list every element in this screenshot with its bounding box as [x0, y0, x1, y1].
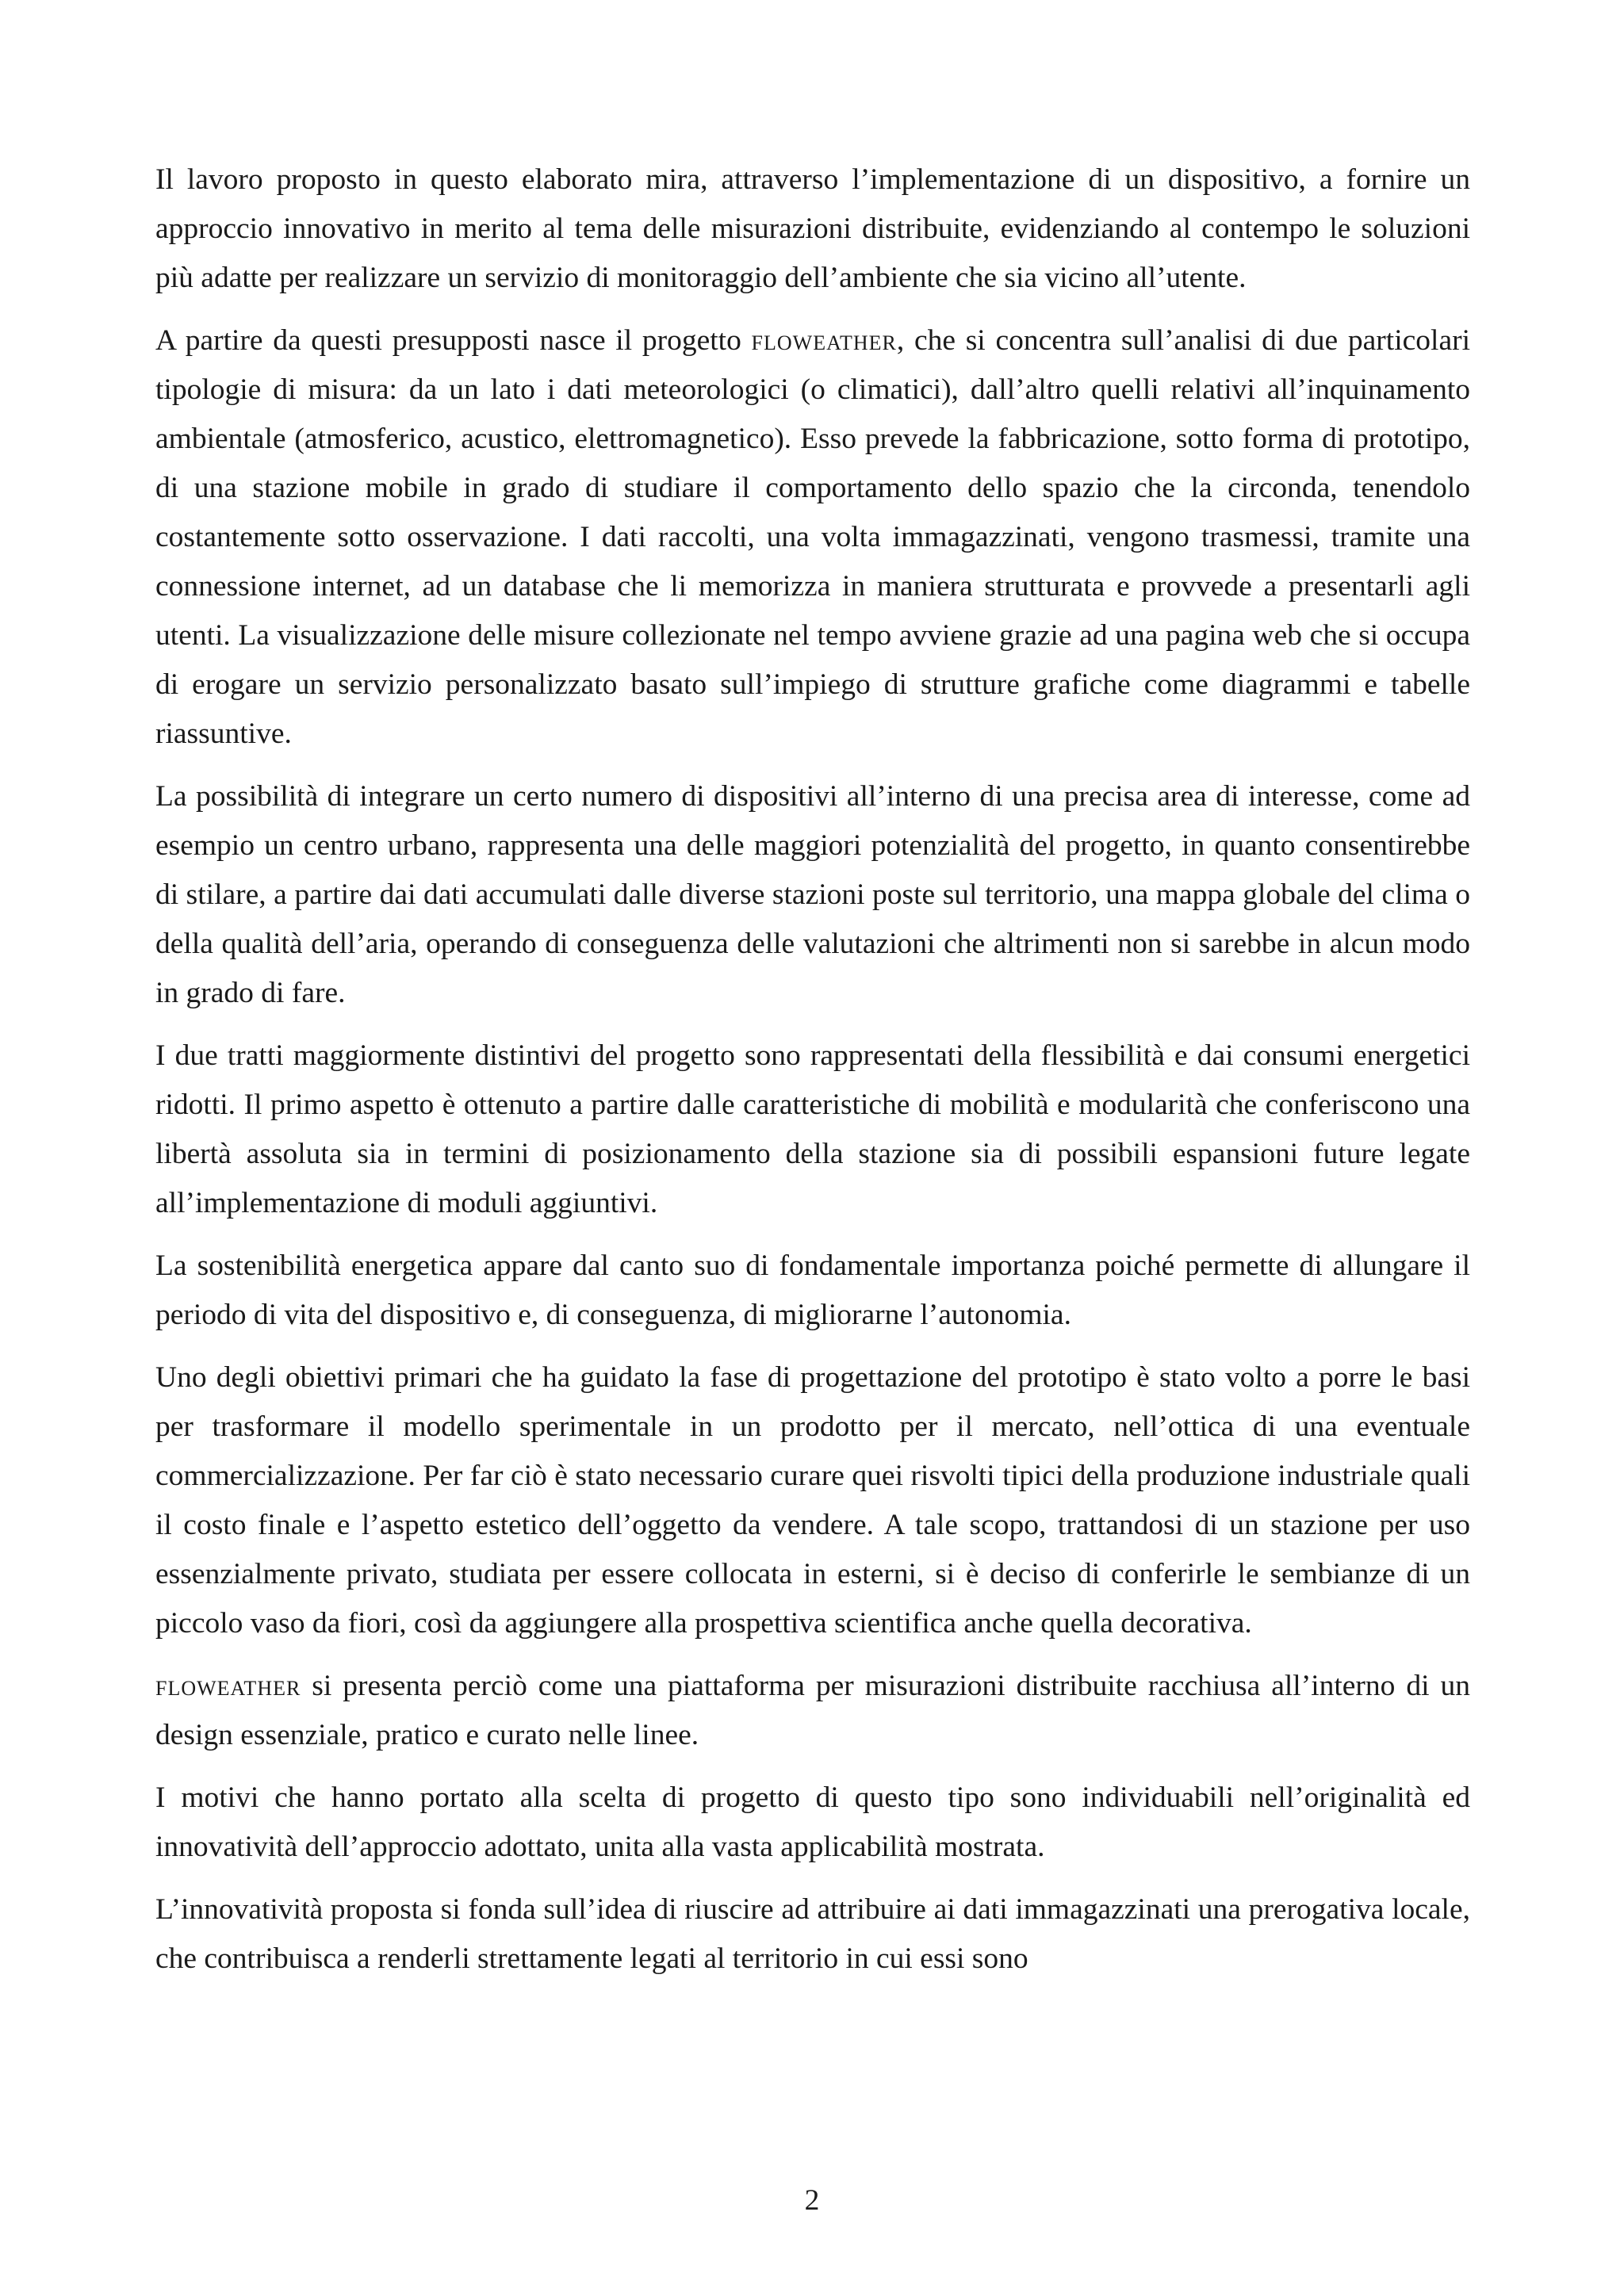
page-number: 2 — [804, 2184, 820, 2217]
paragraph-7 — [155, 1662, 1470, 1760]
project-name-smallcaps: floweather — [751, 324, 897, 357]
paragraph-4: I due tratti maggiormente distintivi del progetto sono rappresentati della flessibilità e dai consumi energetici ridotti. Il primo aspetto è ottenuto a partire dalle caratteristiche di mobilità e modularità che conferiscono una libertà assoluta sia in termini di posizionamento della stazione sia di possibili espansioni future legate all’implementazione di moduli aggiuntivi. — [155, 1039, 1470, 1219]
paragraph-6: Uno degli obiettivi primari che ha guidato la fase di progettazione del prototipo è stato volto a porre le basi per trasformare il modello sperimentale in un prodotto per il mercato, nell’ottica di una eventuale commercializzazione. Per far ciò è stato necessario curare quei risvolti tipici della produzione industriale quali il costo finale e l’aspetto estetico dell’oggetto da vendere. A tale scopo, trattandosi di un stazione per uso essenzialmente privato, studiata per essere collocata in esterni, si è deciso di conferirle le sembianze di un piccolo vaso da fiori, così da aggiungere alla prospettiva scientifica anche quella decorativa. — [155, 1361, 1470, 1640]
paragraph-1: Il lavoro proposto in questo elaborato mira, attraverso l’implementazione di un dispositivo, a fornire un approccio innovativo in merito al tema delle misurazioni distribuite, evidenziando al contempo le soluzioni più adatte per realizzare un servizio di monitoraggio dell’ambiente che sia vicino all’utente. — [155, 163, 1470, 294]
paragraph-8: I motivi che hanno portato alla scelta di progetto di questo tipo sono individuabili nell’originalità ed innovatività dell’approccio adottato, unita alla vasta applicabilità mostrata. — [155, 1781, 1470, 1863]
paragraph-3: La possibilità di integrare un certo numero di dispositivi all’interno di una precisa area di interesse, come ad esempio un centro urbano, rappresenta una delle maggiori potenzialità del progetto, in quanto consentirebbe di stilare, a partire dai dati accumulati dalle diverse stazioni poste sul territorio, una mappa globale del clima o della qualità dell’aria, operando di conseguenza delle valutazioni che altrimenti non si sarebbe in alcun modo in grado di fare. — [155, 780, 1470, 1009]
paragraph-7-rest: si presenta perciò come una piattaforma per misurazioni distribuite racchiusa all’interno di un design essenziale, pratico e curato nelle linee. — [155, 1670, 1470, 1751]
paragraph-9: L’innovatività proposta si fonda sull’idea di riuscire ad attribuire ai dati immagazzinati una prerogativa locale, che contribuisca a renderli strettamente legati al territorio in cui essi sono — [155, 1893, 1470, 1975]
paragraph-2-lead: A partire da questi presupposti nasce il progetto — [155, 324, 752, 357]
project-name-smallcaps: floweather — [155, 1670, 301, 1702]
body-text — [155, 155, 1470, 1997]
paragraph-2-rest: , che si concentra sull’analisi di due particolari tipologie di misura: da un lato i dati meteorologici (o climatici), dall’altro quelli relativi all’inquinamento ambientale (atmosferico, acustico, elettromagnetico). Esso prevede la fabbricazione, sotto forma di prototipo, di una stazione mobile in grado di studiare il comportamento dello spazio che la circonda, tenendolo costantemente sotto osservazione. I dati raccolti, una volta immagazzinati, vengono trasmessi, tramite una connessione internet, ad un database che li memorizza in maniera strutturata e provvede a presentarli agli utenti. La visualizzazione delle misure collezionate nel tempo avviene grazie ad una pagina web che si occupa di erogare un servizio personalizzato basato sull’impiego di strutture grafiche come diagrammi e tabelle riassuntive. — [155, 324, 1470, 750]
paragraph-2 — [155, 316, 1470, 759]
paragraph-5: La sostenibilità energetica appare dal canto suo di fondamentale importanza poiché permette di allungare il periodo di vita del dispositivo e, di conseguenza, di migliorarne l’autonomia. — [155, 1249, 1470, 1331]
